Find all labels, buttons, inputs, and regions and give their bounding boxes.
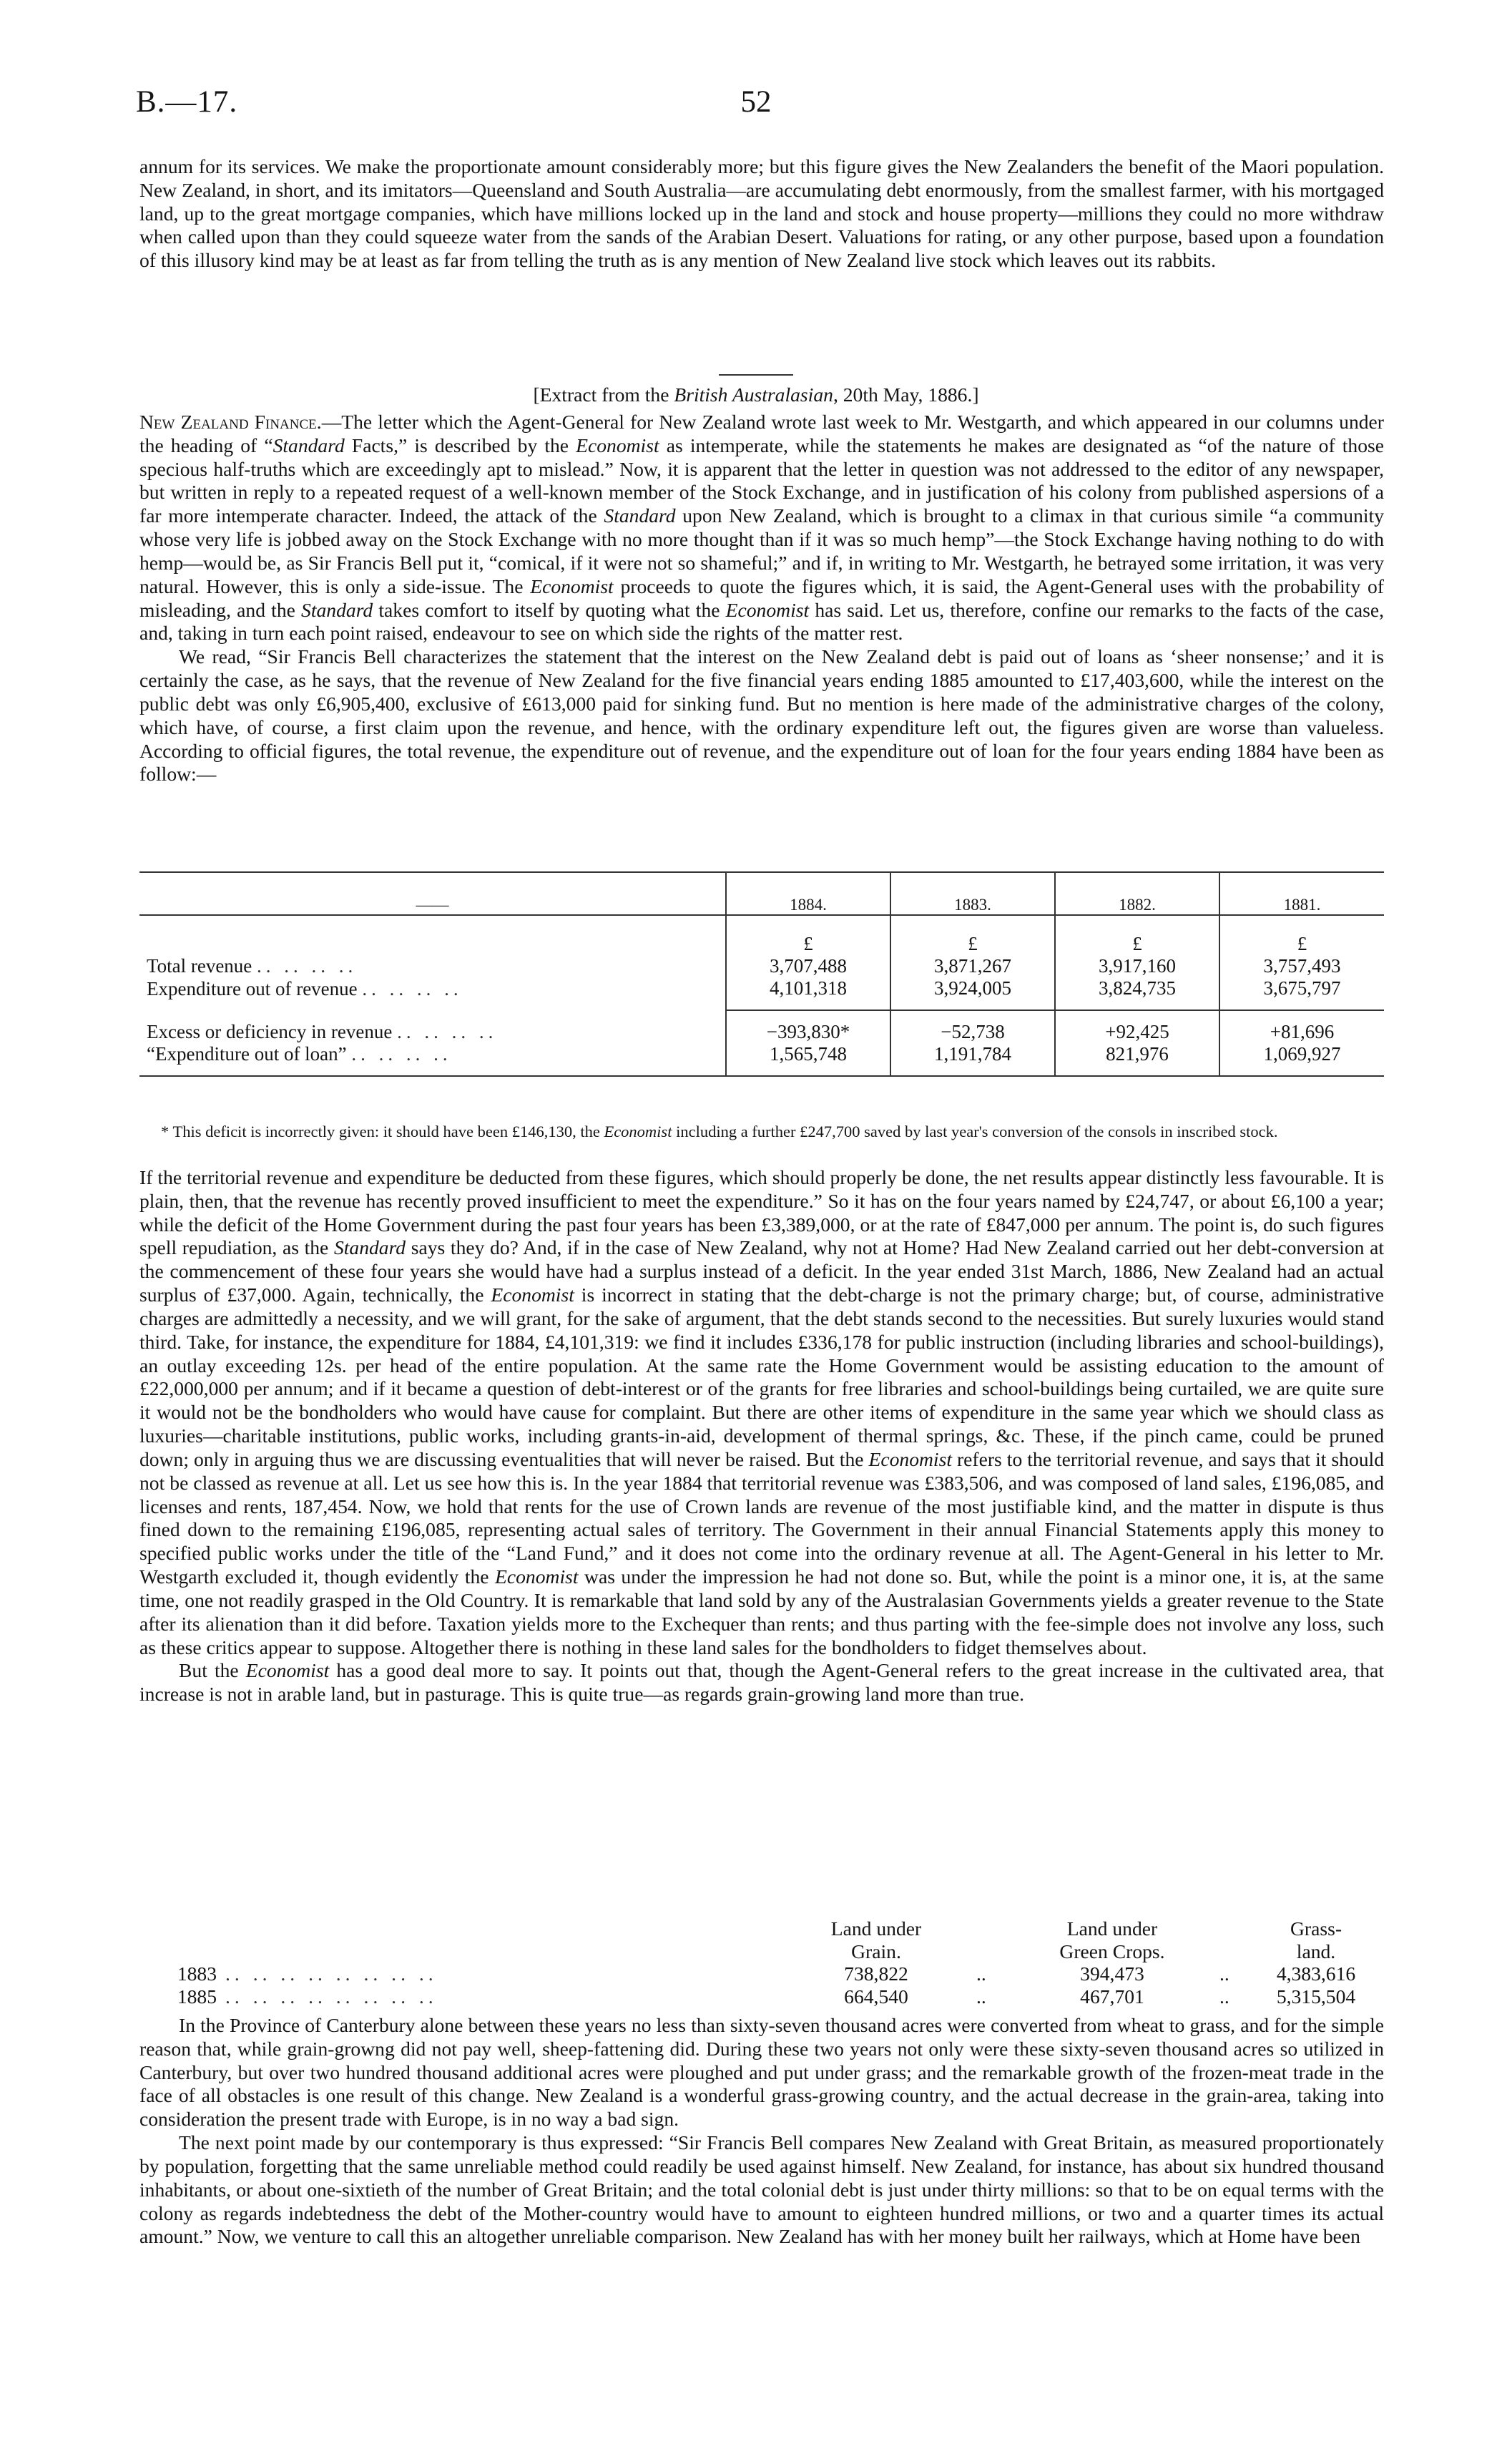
table-row: Excess or deficiency in revenue .. .. .. .. −393,830* −52,738 +92,425 +81,696 — [139, 1010, 1384, 1043]
document-reference: B.—17. — [136, 85, 238, 119]
table-row: 1883 .. .. .. .. .. .. .. .. 738,822 .. 394,473 .. 4,383,616 — [177, 1962, 1356, 1985]
paragraph-7: The next point made by our contemporary is thus expressed: “Sir Francis Bell compares New Zealand with Great Britain, as measured proportionately by population, forgetting that the same unreliable method could readily be used against himself. New Zealand, for instance, has about six hundred thousand inhabitants, or about one-sixtieth of the number of Great Britain; and the total colonial debt is just under thirty millions: so that to be on equal terms with the colony as regards indebtedness the debt of the Mother-country would have to amount to eighteen hundred millions, or two and a quarter times its actual amount.” Now, we venture to call this an altogether unreliable comparison. New Zealand has with her money built her railways, which at Home have been — [139, 2131, 1384, 2248]
extract-body — [139, 411, 1384, 786]
year-1883: 1883. — [890, 872, 1055, 915]
paragraph-5: But the Economist has a good deal more to say. It points out that, though the Agent-General refers to the great increase in the cultivated area, that increase is not in arable land, but in pasturage. This is quite true—as regards grain-growing land more than true. — [139, 1659, 1384, 1706]
closing-body — [139, 2014, 1384, 2249]
paragraph-1: annum for its services. We make the proportionate amount considerably more; but this figure gives the New Zealanders the benefit of the Maori population. New Zealand, in short, and its imitators—Queensland and South Australia—are accumulating debt enormously, from the smallest farmer, with his mortgaged land, up to the great mortgage companies, which have millions locked up in the land and stock and house property—millions they could no more withdraw when called upon than they could squeeze water from the sands of the Arabian Desert. Valuations for rating, or any other purpose, based upon a foundation of this illusory kind may be at least as far from telling the truth as is any mention of New Zealand live stock which leaves out its rabbits. — [139, 155, 1384, 272]
land-header-row: Land under Grain. Land under Green Crops. Grass- land. — [830, 1917, 1342, 1962]
currency-row: £ £ £ £ — [139, 915, 1384, 955]
section-divider — [719, 374, 793, 376]
page-header — [136, 84, 1376, 135]
table-row: Total revenue .. .. .. .. 3,707,488 3,871,267 3,917,160 3,757,493 — [139, 955, 1384, 977]
paragraph-4: If the territorial revenue and expenditure be deducted from these figures, which should properly be done, the net results appear distinctly less favourable. It is plain, then, that the revenue has recently proved insufficient to meet the expenditure.” So it has on the four years named by £24,747, or about £6,100 a year; while the deficit of the Home Government during the past four years has been £3,389,000, or at the rate of £847,000 per annum. The point is, do such figures spell repudiation, as the Standard says they do? And, if in the case of New Zealand, why not at Home? Had New Zealand carried out her debt-conversion at the commencement of these four years she would have had a surplus instead of a deficit. In the year ended 31st March, 1886, New Zealand had an actual surplus of £37,000. Again, technically, the Economist is incorrect in stating that the debt-charge is not the primary charge; but, of course, administrative charges are admittedly a necessity, and we will grant, for the sake of argument, that the debt stands second to the necessities. But surely luxuries would stand third. Take, for instance, the expenditure for 1884, £4,101,319: we find it includes £336,178 for public instruction (including libraries and school-buildings), an outlay exceeding 12s. per head of the entire population. At the same rate the Home Government would be assisting education to the amount of £22,000,000 per annum; and if it became a question of debt-interest or of the grants for free libraries and school-buildings being curtailed, we are quite sure it would not be the bondholders who would have cause for complaint. But there are other items of expenditure in the same year which we should class as luxuries—charitable institutions, public works, including grants-in-aid, development of thermal springs, &c. These, if the pinch came, could be pruned down; only in arguing thus we are discussing eventualities that will never be raised. But the Economist refers to the territorial revenue, and says that it should not be classed as revenue at all. Let us see how this is. In the year 1884 that territorial revenue was £383,506, and was composed of land sales, £196,085, and licenses and rents, 187,454. Now, we hold that rents for the use of Crown lands are revenue of the most justifiable kind, and the matter in dispute is thus fined down to the remaining £196,085, representing actual sales of territory. The Government in their annual Financial Statements apply this money to specified public works under the title of the “Land Fund,” and it does not come into the ordinary revenue at all. The Agent-General in his letter to Mr. Westgarth excluded it, though evidently the Economist was under the impression he had not done so. But, while the point is a minor one, it is, at the same time, one not readily grasped in the Old Country. It is remarkable that land sold by any of the Australasian Governments yields a greater revenue to the State after its alienation than it did before. Taxation yields more to the Exchequer than rents; and thus parting with the fee-simple does not involve any loss, such as these critics appear to suppose. Altogether there is nothing in these land sales for the bondholders to fidget themselves about. — [139, 1166, 1384, 1658]
blank-header: —— — [139, 872, 726, 915]
extract-heading: [Extract from the British Australasian, 20th May, 1886.] — [533, 383, 979, 406]
land-area-table — [139, 1917, 1384, 2008]
page-number: 52 — [740, 85, 772, 119]
year-1881: 1881. — [1219, 872, 1384, 915]
finance-table — [139, 871, 1384, 1077]
section-lead: New Zealand Finance. — [139, 411, 322, 433]
table-row: “Expenditure out of loan” .. .. .. .. 1,565,748 1,191,784 821,976 1,069,927 — [139, 1043, 1384, 1076]
paragraph-6: In the Province of Canterbury alone between these years no less than sixty-seven thousand acres were converted from wheat to grass, and for the simple reason that, while grain-growng did not pay well, sheep-fattening did. During these two years not only were these sixty-seven thousand acres so utilized in Canterbury, but over two hundred thousand additional acres were ploughed and put under grass; and the remarkable growth of the frozen-meat trade in the face of all obstacles is one result of this change. New Zealand is a wonderful grass-growing country, and the actual decrease in the grain-area, taking into consideration the present trade with Europe, is in no way a bad sign. — [139, 2014, 1384, 2131]
paragraph-2: New Zealand Finance.—The letter which the Agent-General for New Zealand wrote last week to Mr. Westgarth, and which appeared in our columns under the heading of “Standard Facts,” is described by the Economist as intemperate, while the statements he makes are designated as “of the nature of those specious half-truths which are exceedingly apt to mislead.” Now, it is apparent that the letter in question was not addressed to the editor of any newspaper, but written in reply to a repeated request of a well-known member of the Stock Exchange, and in justification of his colony from published aspersions of a far more intemperate character. Indeed, the attack of the Standard upon New Zealand, which is brought to a climax in that curious simile “a community whose very life is jobbed away on the Stock Exchange with no more thought than if it was so much hemp”—the Stock Exchange having nothing to do with hemp—would be, as Sir Francis Bell put it, “comical, if it were not so shameful;” and if, in writing to Mr. Westgarth, he betrayed some irritation, it was very natural. However, this is only a side-issue. The Economist proceeds to quote the figures which, it is said, the Agent-General uses with the probability of misleading, and the Standard takes comfort to itself by quoting what the Economist has said. Let us, therefore, confine our remarks to the facts of the case, and, taking in turn each point raised, endeavour to see on which side the rights of the matter rest. — [139, 411, 1385, 645]
finance-header-row — [139, 872, 1384, 915]
argument-body — [139, 1166, 1384, 1706]
table-row: 1885 .. .. .. .. .. .. .. .. 664,540 .. 467,701 .. 5,315,504 — [177, 1985, 1356, 2008]
year-1884: 1884. — [726, 872, 890, 915]
year-1882: 1882. — [1055, 872, 1219, 915]
paragraph-3: We read, “Sir Francis Bell characterizes the statement that the interest on the New Zealand debt is paid out of loans as ‘sheer nonsense;’ and it is certainly the case, as he says, that the revenue of New Zealand for the five financial years ending 1885 amounted to £17,403,600, while the interest on the public debt was only £6,905,400, exclusive of £613,000 paid for sinking fund. But no mention is here made of the administrative charges of the colony, which have, of course, a first claim upon the revenue, and hence, with the ordinary expenditure left out, the figures given are worse than valueless. According to official figures, the total revenue, the expenditure out of revenue, and the expenditure out of loan for the four years ending 1884 have been as follow:— — [139, 645, 1384, 786]
table-footnote: * This deficit is incorrectly given: it should have been £146,130, the Economist including a further £247,700 saved by last year's conversion of the consols in inscribed stock. — [161, 1123, 1278, 1140]
opening-paragraph — [139, 155, 1384, 273]
newspaper-title: British Australasian — [674, 383, 833, 406]
table-row: Expenditure out of revenue .. .. .. .. 4,101,318 3,924,005 3,824,735 3,675,797 — [139, 977, 1384, 1010]
